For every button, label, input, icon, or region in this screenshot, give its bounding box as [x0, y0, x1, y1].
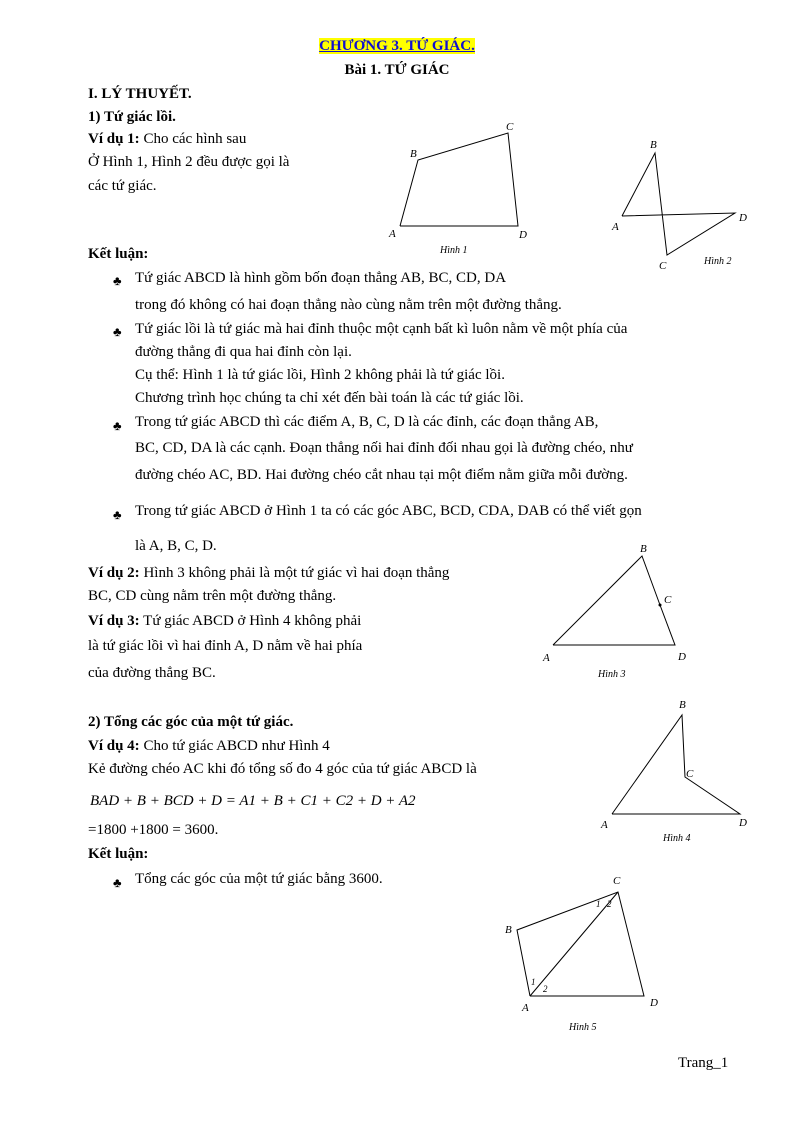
fig5-label-b: B [505, 924, 512, 936]
conclusion-heading-2: Kết luận: [88, 846, 149, 862]
fig1-label-a: A [389, 228, 396, 240]
fig5-angle-a1: 1 [531, 977, 536, 987]
subsection-heading: 1) Tứ giác lồi. [88, 109, 176, 125]
fig3-label-b: B [640, 543, 647, 555]
figure-4 [595, 695, 760, 845]
bullet-icon: ♣ [113, 875, 122, 890]
fig3-label-c: C [664, 594, 672, 606]
example-4-line2: Kẻ đường chéo AC khi đó tổng số đo 4 góc của tứ giác ABCD là [88, 761, 477, 777]
example-2: Ví dụ 2: Hình 3 không phải là một tứ giác vì hai đoạn thẳng [88, 565, 450, 581]
conclusion-heading: Kết luận: [88, 246, 149, 262]
fig4-label-d: D [739, 817, 747, 829]
fig2-caption: Hình 2 [704, 256, 732, 267]
example-3-line3: của đường thẳng BC. [88, 665, 216, 681]
bullet-2-line1: Tứ giác lồi là tứ giác mà hai đỉnh thuộc một cạnh bất kì luôn nằm về một phía của [135, 321, 628, 337]
fig3-label-a: A [543, 652, 550, 664]
bullet-1-line1: Tứ giác ABCD là hình gồm bốn đoạn thẳng AB, BC, CD, DA [135, 270, 507, 286]
fig2-label-a: A [612, 221, 619, 233]
example-1-line3: các tứ giác. [88, 178, 157, 194]
example-1-line2: Ở Hình 1, Hình 2 đều được gọi là [88, 154, 290, 170]
bullet-4-line1: Trong tứ giác ABCD ở Hình 1 ta có các góc ABC, BCD, CDA, DAB có thể viết gọn [135, 503, 642, 519]
angle-formula: BAD + B + BCD + D = A1 + B + C1 + C2 + D + A2 [90, 793, 416, 809]
fig3-label-d: D [678, 651, 686, 663]
bullet-icon: ♣ [113, 418, 122, 433]
bullet-2-line2: đường thẳng đi qua hai đỉnh còn lại. [135, 344, 352, 360]
fig5-angle-a2: 2 [543, 984, 548, 994]
fig3-caption: Hình 3 [598, 669, 626, 680]
fig2-label-d: D [739, 212, 747, 224]
fig1-caption: Hình 1 [440, 245, 468, 256]
section-heading: I. LÝ THUYẾT. [88, 86, 192, 102]
bullet-2-line4: Chương trình học chúng ta chỉ xét đến bài toán là các tứ giác lồi. [135, 390, 524, 406]
figure-5 [500, 870, 660, 1035]
bullet-4-line2: là A, B, C, D. [135, 538, 217, 554]
fig4-label-a: A [601, 819, 608, 831]
fig5-label-d: D [650, 997, 658, 1009]
fig4-caption: Hình 4 [663, 833, 691, 844]
figure-1 [385, 115, 545, 260]
bullet-icon: ♣ [113, 507, 122, 522]
example-1: Ví dụ 1: Cho các hình sau [88, 131, 247, 147]
fig4-label-b: B [679, 699, 686, 711]
chapter-title: CHƯƠNG 3. TỨ GIÁC. [319, 38, 475, 54]
bullet-icon: ♣ [113, 273, 122, 288]
figure-2 [600, 135, 760, 275]
bullet-icon: ♣ [113, 324, 122, 339]
fig5-angle-c1: 1 [596, 899, 601, 909]
bullet-1-line2: trong đó không có hai đoạn thẳng nào cùng nằm trên một đường thẳng. [135, 297, 562, 313]
lesson-title: Bài 1. TỨ GIÁC [344, 62, 450, 78]
angle-formula-result: =1800 +1800 = 3600. [88, 822, 219, 838]
fig5-caption: Hình 5 [569, 1022, 597, 1033]
fig5-label-c: C [613, 875, 621, 887]
fig1-label-c: C [506, 121, 514, 133]
bullet-sum-angles: Tổng các góc của một tứ giác bằng 3600. [135, 871, 383, 887]
fig2-label-c: C [659, 260, 667, 272]
example-3: Ví dụ 3: Tứ giác ABCD ở Hình 4 không phải [88, 613, 362, 629]
fig4-label-c: C [686, 768, 694, 780]
bullet-3-line1: Trong tứ giác ABCD thì các điểm A, B, C, D là các đỉnh, các đoạn thẳng AB, [135, 414, 599, 430]
example-2-line2: BC, CD cùng nằm trên một đường thẳng. [88, 588, 337, 604]
example-4: Ví dụ 4: Cho tứ giác ABCD như Hình 4 [88, 738, 330, 754]
figure-3 [540, 540, 700, 685]
fig1-label-d: D [519, 229, 527, 241]
bullet-3-line3: đường chéo AC, BD. Hai đường chéo cắt nhau tại một điểm nằm giữa mỗi đường. [135, 467, 628, 483]
page-number: Trang_1 [678, 1055, 729, 1071]
fig5-angle-c2: 2 [607, 899, 612, 909]
bullet-2-line3: Cụ thể: Hình 1 là tứ giác lồi, Hình 2 không phải là tứ giác lồi. [135, 367, 505, 383]
bullet-3-line2: BC, CD, DA là các cạnh. Đoạn thẳng nối hai đỉnh đối nhau gọi là đường chéo, như [135, 440, 633, 456]
example-3-line2: là tứ giác lồi vì hai đỉnh A, D nằm về hai phía [88, 638, 363, 654]
fig5-label-a: A [522, 1002, 529, 1014]
subsection-heading-2: 2) Tổng các góc của một tứ giác. [88, 714, 294, 730]
fig1-label-b: B [410, 148, 417, 160]
fig2-label-b: B [650, 139, 657, 151]
